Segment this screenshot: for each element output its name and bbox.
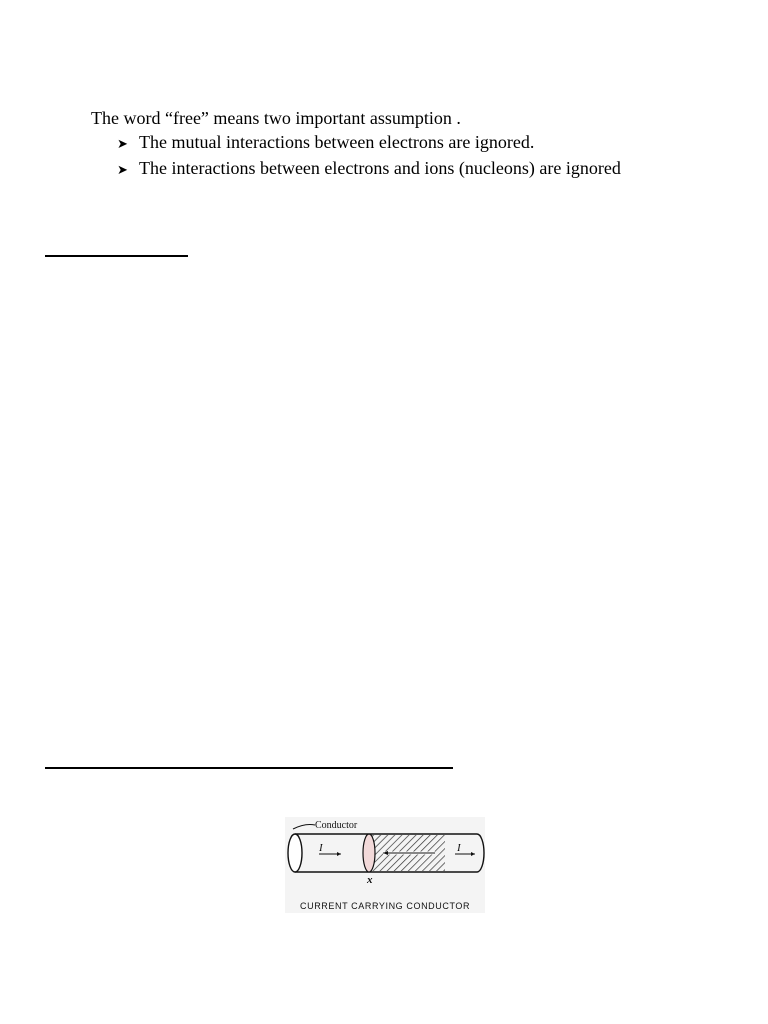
list-item	[117, 156, 621, 182]
intro-text: The word “free” means two important assumption .	[91, 108, 461, 128]
arrow-bullet-icon: ➤	[117, 162, 128, 177]
current-label-left: I	[319, 842, 323, 854]
list-item	[117, 130, 621, 156]
current-label-right: I	[457, 842, 461, 854]
heading-underline-short	[45, 255, 188, 257]
cross-section	[363, 834, 375, 872]
left-end-cap	[288, 834, 302, 872]
list-item-text: The mutual interactions between electrons are ignored.	[139, 132, 535, 152]
conductor-figure	[285, 817, 485, 913]
right-end-cap	[477, 834, 484, 872]
conductor-diagram	[285, 817, 485, 913]
assumption-list	[117, 130, 621, 182]
figure-caption: CURRENT CARRYING CONDUCTOR	[300, 901, 471, 911]
section-label: x	[367, 874, 373, 886]
label-pointer	[293, 825, 315, 830]
arrowhead-icon	[471, 852, 475, 856]
heading-underline-long	[45, 767, 453, 769]
arrowhead-icon	[337, 852, 341, 856]
arrow-bullet-icon: ➤	[117, 136, 128, 151]
conductor-label: Conductor	[315, 820, 358, 831]
list-item-text: The interactions between electrons and ions (nucleons) are ignored	[139, 158, 621, 178]
